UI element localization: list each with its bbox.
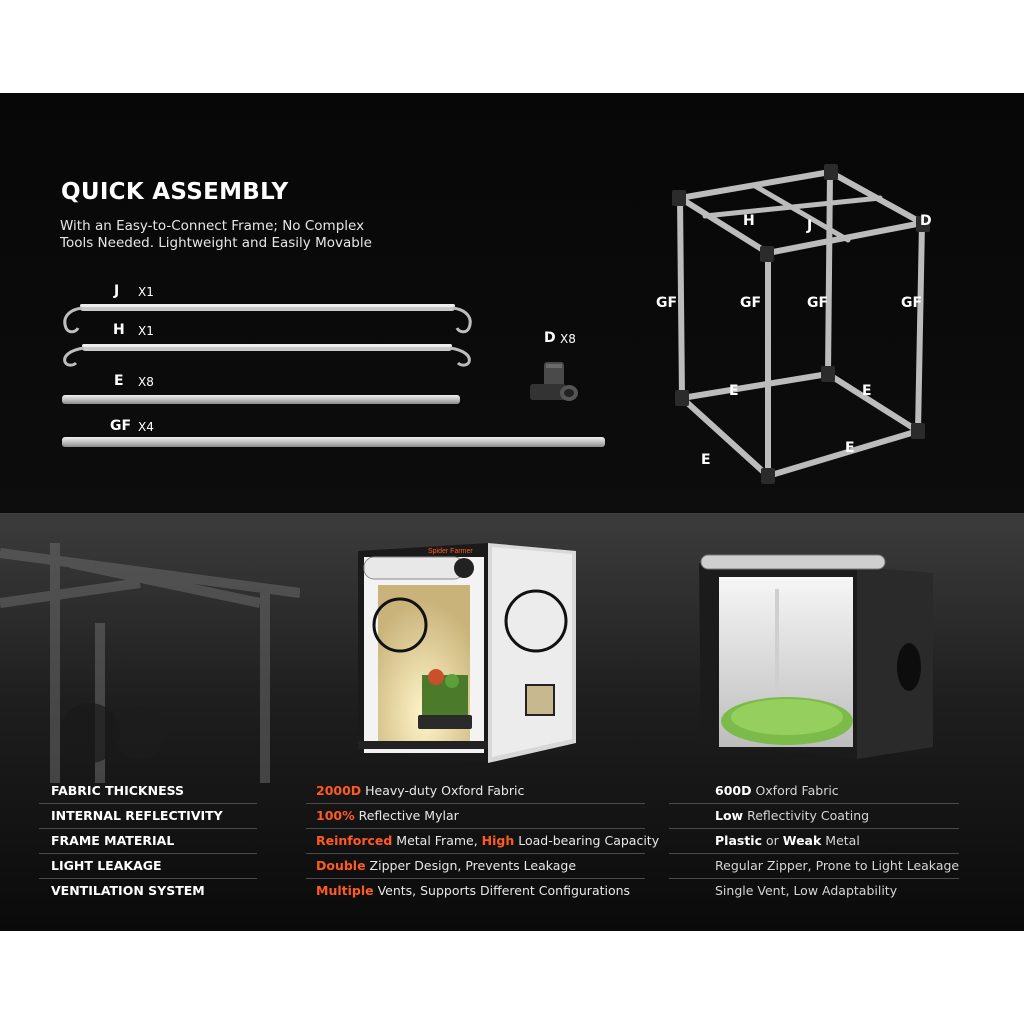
ours-value: 100% Reflective Mylar: [316, 808, 459, 823]
frame-diagram: [640, 158, 970, 498]
ours-value: Reinforced Metal Frame, High Load-bearing Capacity: [316, 833, 660, 848]
subtitle-line-1: With an Easy-to-Connect Frame; No Complex: [60, 218, 365, 234]
part-e-rod: [62, 395, 460, 404]
frame-label-e-3: E: [845, 440, 855, 456]
section-subtitle: [60, 218, 420, 252]
background-frame-image: [0, 523, 300, 783]
feature-label: VENTILATION SYSTEM: [51, 883, 205, 898]
subtitle-line-2: Tools Needed. Lightweight and Easily Movable: [60, 235, 372, 251]
part-gf-label: GF: [110, 418, 132, 434]
feature-label: FRAME MATERIAL: [51, 833, 175, 848]
frame-label-h: H: [743, 213, 755, 229]
part-gf-rod: [62, 437, 605, 447]
feature-label: FABRIC THICKNESS: [51, 783, 185, 798]
ours-value: Double Zipper Design, Prevents Leakage: [316, 858, 577, 873]
theirs-value: Single Vent, Low Adaptability: [715, 883, 898, 898]
assembly-section: [0, 93, 1024, 513]
frame-label-gf-3: GF: [807, 295, 829, 311]
part-j-label: J: [114, 283, 120, 299]
table-row: [0, 779, 1024, 804]
part-d-qty: X8: [560, 332, 576, 346]
frame-label-gf-4: GF: [901, 295, 923, 311]
frame-label-j: J: [807, 218, 813, 234]
frame-label-d: D: [920, 213, 932, 229]
frame-label-gf-2: GF: [740, 295, 762, 311]
frame-label-e-4: E: [701, 452, 711, 468]
premium-tent-image: [356, 537, 580, 769]
ours-value: 2000D Heavy-duty Oxford Fabric: [316, 783, 525, 798]
table-row: [0, 854, 1024, 879]
part-j-qty: X1: [138, 285, 154, 299]
tent-brand-text: Spider Farmer: [428, 548, 473, 555]
frame-label-e-1: E: [729, 383, 739, 399]
theirs-value: Regular Zipper, Prone to Light Leakage: [715, 858, 960, 873]
theirs-value: Plastic or Weak Metal: [715, 833, 860, 848]
table-row: [0, 829, 1024, 854]
comparison-table: [0, 779, 1024, 929]
section-title: QUICK ASSEMBLY: [61, 179, 289, 205]
feature-label: INTERNAL REFLECTIVITY: [51, 808, 223, 823]
part-h-rod: [60, 338, 480, 370]
theirs-value: 600D Oxford Fabric: [715, 783, 839, 798]
part-e-qty: X8: [138, 375, 154, 389]
comparison-section: [0, 513, 1024, 931]
part-h-label: H: [113, 322, 125, 338]
theirs-value: Low Reflectivity Coating: [715, 808, 870, 823]
frame-label-gf-1: GF: [656, 295, 678, 311]
d-connector-icon: [528, 360, 582, 410]
part-gf-qty: X4: [138, 420, 154, 434]
table-row: [0, 804, 1024, 829]
ours-value: Multiple Vents, Supports Different Configurations: [316, 883, 631, 898]
competitor-tent-image: [697, 549, 937, 765]
part-e-label: E: [114, 373, 124, 389]
table-row: [0, 879, 1024, 904]
part-h-qty: X1: [138, 324, 154, 338]
product-panel: [0, 93, 1024, 931]
feature-label: LIGHT LEAKAGE: [51, 858, 162, 873]
part-d-label: D: [544, 330, 556, 346]
frame-label-e-2: E: [862, 383, 872, 399]
